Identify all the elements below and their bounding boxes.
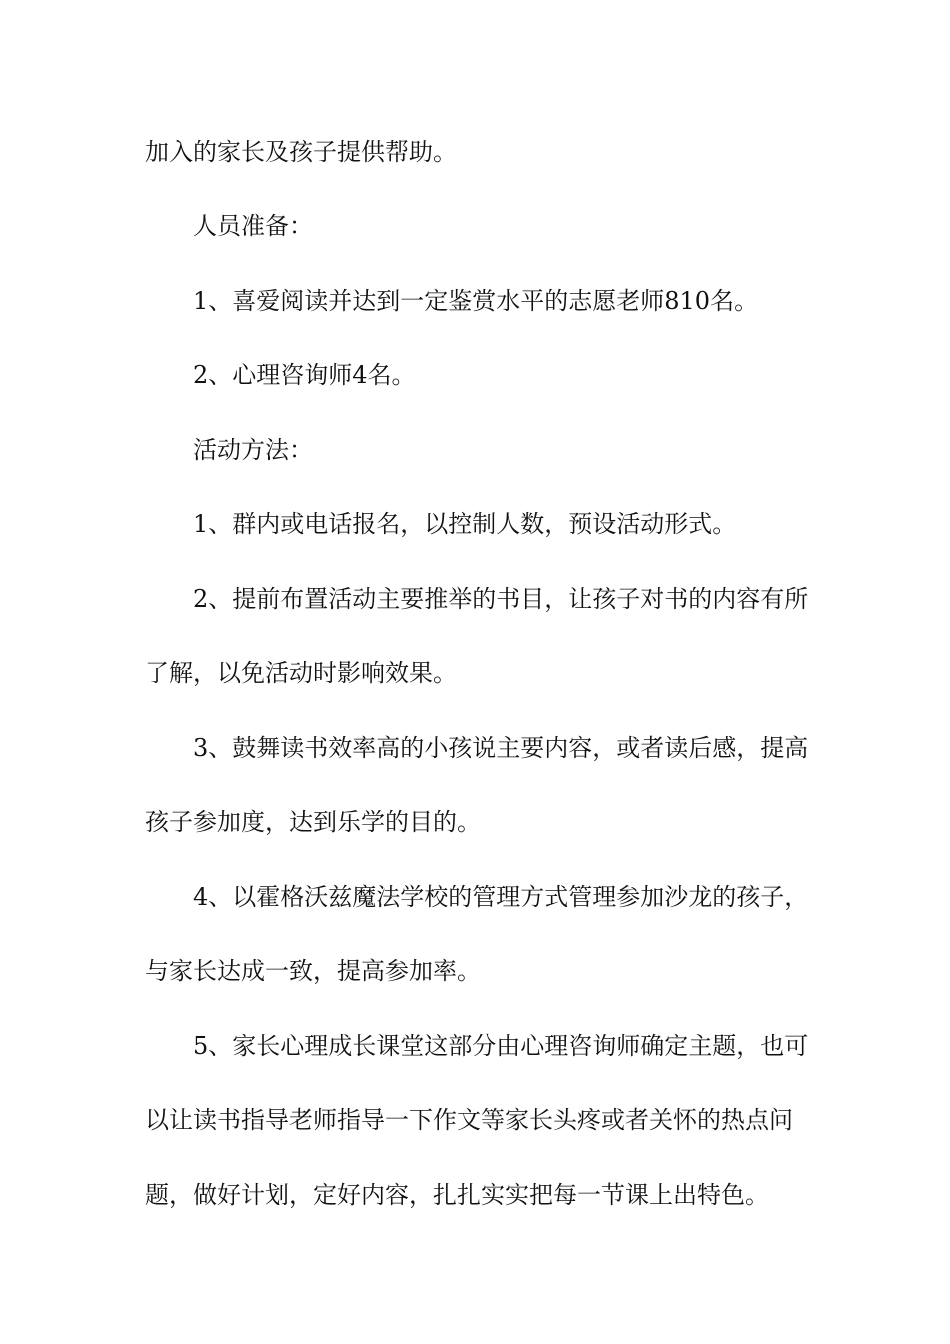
- list-item: 2、提前布置活动主要推举的书目，让孩子对书的内容有所: [193, 585, 809, 613]
- list-item: 1、群内或电话报名，以控制人数，预设活动形式。: [193, 510, 737, 538]
- text-line: 孩子参加度，达到乐学的目的。: [145, 808, 481, 836]
- section-heading: 活动方法：: [193, 436, 313, 464]
- text-line: 加入的家长及孩子提供帮助。: [145, 138, 457, 166]
- list-item: 1、喜爱阅读并达到一定鉴赏水平的志愿老师810名。: [193, 287, 759, 315]
- list-item: 5、家长心理成长课堂这部分由心理咨询师确定主题，也可: [193, 1032, 809, 1060]
- text-line: 了解，以免活动时影响效果。: [145, 659, 457, 687]
- section-heading: 人员准备：: [193, 212, 313, 240]
- list-item: 4、以霍格沃兹魔法学校的管理方式管理参加沙龙的孩子，: [193, 883, 809, 911]
- list-item: 3、鼓舞读书效率高的小孩说主要内容，或者读后感，提高: [193, 734, 809, 762]
- text-line: 以让读书指导老师指导一下作文等家长头疼或者关怀的热点问: [145, 1106, 793, 1134]
- text-line: 与家长达成一致，提高参加率。: [145, 957, 481, 985]
- list-item: 2、心理咨询师4名。: [193, 361, 416, 389]
- text-line: 题，做好计划，定好内容，扎扎实实把每一节课上出特色。: [145, 1181, 769, 1209]
